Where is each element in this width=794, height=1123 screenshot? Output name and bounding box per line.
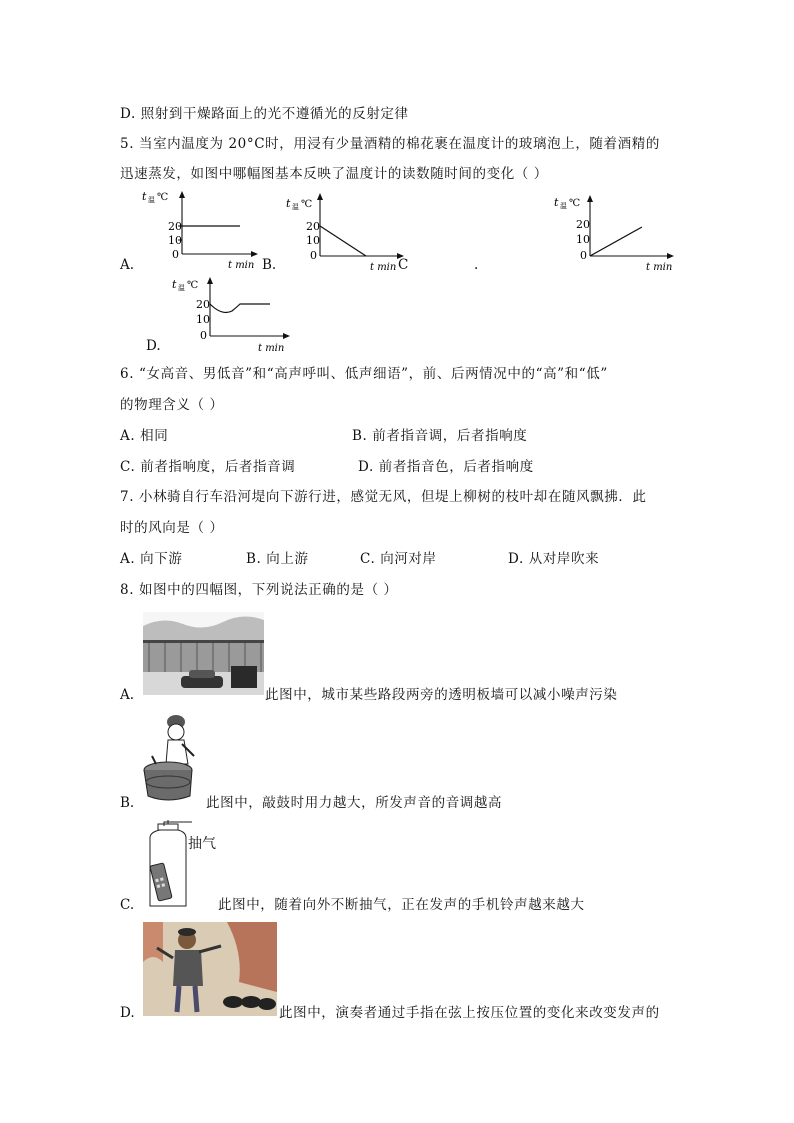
q6-option-b: B. 前者指音调，后者指响度 <box>352 428 528 444</box>
q7-option-a: A. 向下游 <box>120 551 183 567</box>
graph-b-curve <box>320 226 366 256</box>
q7-option-d: D. 从对岸吹来 <box>508 551 600 567</box>
graph-c-tick-10: 10 <box>576 233 590 246</box>
graph-d-ylabel: t <box>172 278 177 291</box>
q5-option-c-dot: . <box>474 257 479 273</box>
q8-option-d-label: D. <box>120 1005 135 1021</box>
roadside-barrier-photo <box>143 612 264 695</box>
graph-c-tick-0: 0 <box>580 249 587 262</box>
q4-option-d: D. 照射到干燥路面上的光不遵循光的反射定律 <box>120 106 409 122</box>
q6-stem-line1: 6. “女高音、男低音”和“高声呼叫、低声细语”，前、后两情况中的“高”和“低” <box>120 366 608 382</box>
graph-d-ysub: 温 <box>178 284 185 292</box>
graph-c-xlabel: t min <box>646 262 673 272</box>
graph-c <box>548 194 678 272</box>
graph-a-xlabel: t min <box>228 260 255 271</box>
q8-option-b-text: 此图中，敲鼓时用力越大，所发声音的音调越高 <box>206 795 503 811</box>
q7-option-c: C. 向河对岸 <box>360 551 437 567</box>
graph-d-tick-10: 10 <box>196 313 210 326</box>
graph-c-ylabel: t <box>554 196 559 209</box>
q6-stem-line2: 的物理含义（ ） <box>120 397 224 413</box>
q5-stem-line2: 迅速蒸发，如图中哪幅图基本反映了温度计的读数随时间的变化（ ） <box>120 166 548 182</box>
graph-a-tick-10: 10 <box>168 234 182 247</box>
graph-b-tick-20: 20 <box>306 220 320 233</box>
graph-d-tick-0: 0 <box>200 329 207 342</box>
q6-option-a: A. 相同 <box>120 428 169 444</box>
q5-option-d-label: D. <box>146 338 161 354</box>
q5-option-c-label: C <box>398 257 409 273</box>
graph-b-ysub: 温 <box>292 203 299 211</box>
q8-option-a-label: A. <box>120 687 135 703</box>
graph-b-tick-0: 0 <box>310 249 317 262</box>
graph-c-yunit: ℃ <box>569 198 581 209</box>
q8-option-c-label: C. <box>120 897 135 913</box>
graph-d-yunit: ℃ <box>187 280 199 291</box>
graph-d-curve <box>210 304 270 312</box>
graph-a <box>140 188 260 272</box>
graph-b-yunit: ℃ <box>301 199 313 210</box>
q5-option-a-label: A. <box>120 257 135 273</box>
graph-d-tick-20: 20 <box>196 298 210 311</box>
q6-option-c: C. 前者指响度，后者指音调 <box>120 459 296 475</box>
q7-stem-line1: 7. 小林骑自行车沿河堤向下游行进，感觉无风，但堤上柳树的枝叶却在随风飘拂．此 <box>120 489 647 505</box>
violinist-photo <box>143 922 277 1016</box>
graph-a-ysub: 温 <box>148 196 155 204</box>
q8-stem: 8. 如图中的四幅图，下列说法正确的是（ ） <box>120 582 398 598</box>
q5-option-b-label: B. <box>262 257 277 273</box>
graph-d-xlabel: t min <box>258 343 285 354</box>
q7-option-b: B. 向上游 <box>246 551 309 567</box>
q6-option-d: D. 前者指音色，后者指响度 <box>358 459 534 475</box>
graph-b-ylabel: t <box>286 197 291 210</box>
graph-c-curve <box>590 227 642 256</box>
graph-c-ysub: 温 <box>560 202 567 210</box>
q5-stem-line1: 5. 当室内温度为 20°C时，用浸有少量酒精的棉花裹在温度计的玻璃泡上，随着酒精的 <box>120 136 660 152</box>
graph-b-xlabel: t min <box>370 262 397 272</box>
graph-c-tick-20: 20 <box>576 218 590 231</box>
graph-a-yunit: ℃ <box>157 192 169 203</box>
drummer-drawing <box>138 712 204 804</box>
pump-air-label: 抽气 <box>188 836 216 852</box>
q8-option-a-text: 此图中，城市某些路段两旁的透明板墙可以减小噪声污染 <box>265 687 618 703</box>
graph-a-ylabel: t <box>142 190 147 203</box>
q8-option-c-text: 此图中，随着向外不断抽气，正在发声的手机铃声越来越大 <box>218 897 585 913</box>
graph-d <box>170 274 296 354</box>
q7-stem-line2: 时的风向是（ ） <box>120 520 224 536</box>
q8-option-d-text: 此图中，演奏者通过手指在弦上按压位置的变化来改变发声的 <box>279 1005 660 1021</box>
graph-b-tick-10: 10 <box>306 234 320 247</box>
q8-option-b-label: B. <box>120 795 135 811</box>
graph-b <box>284 192 408 272</box>
graph-a-tick-0: 0 <box>172 248 179 261</box>
graph-a-tick-20: 20 <box>168 220 182 233</box>
